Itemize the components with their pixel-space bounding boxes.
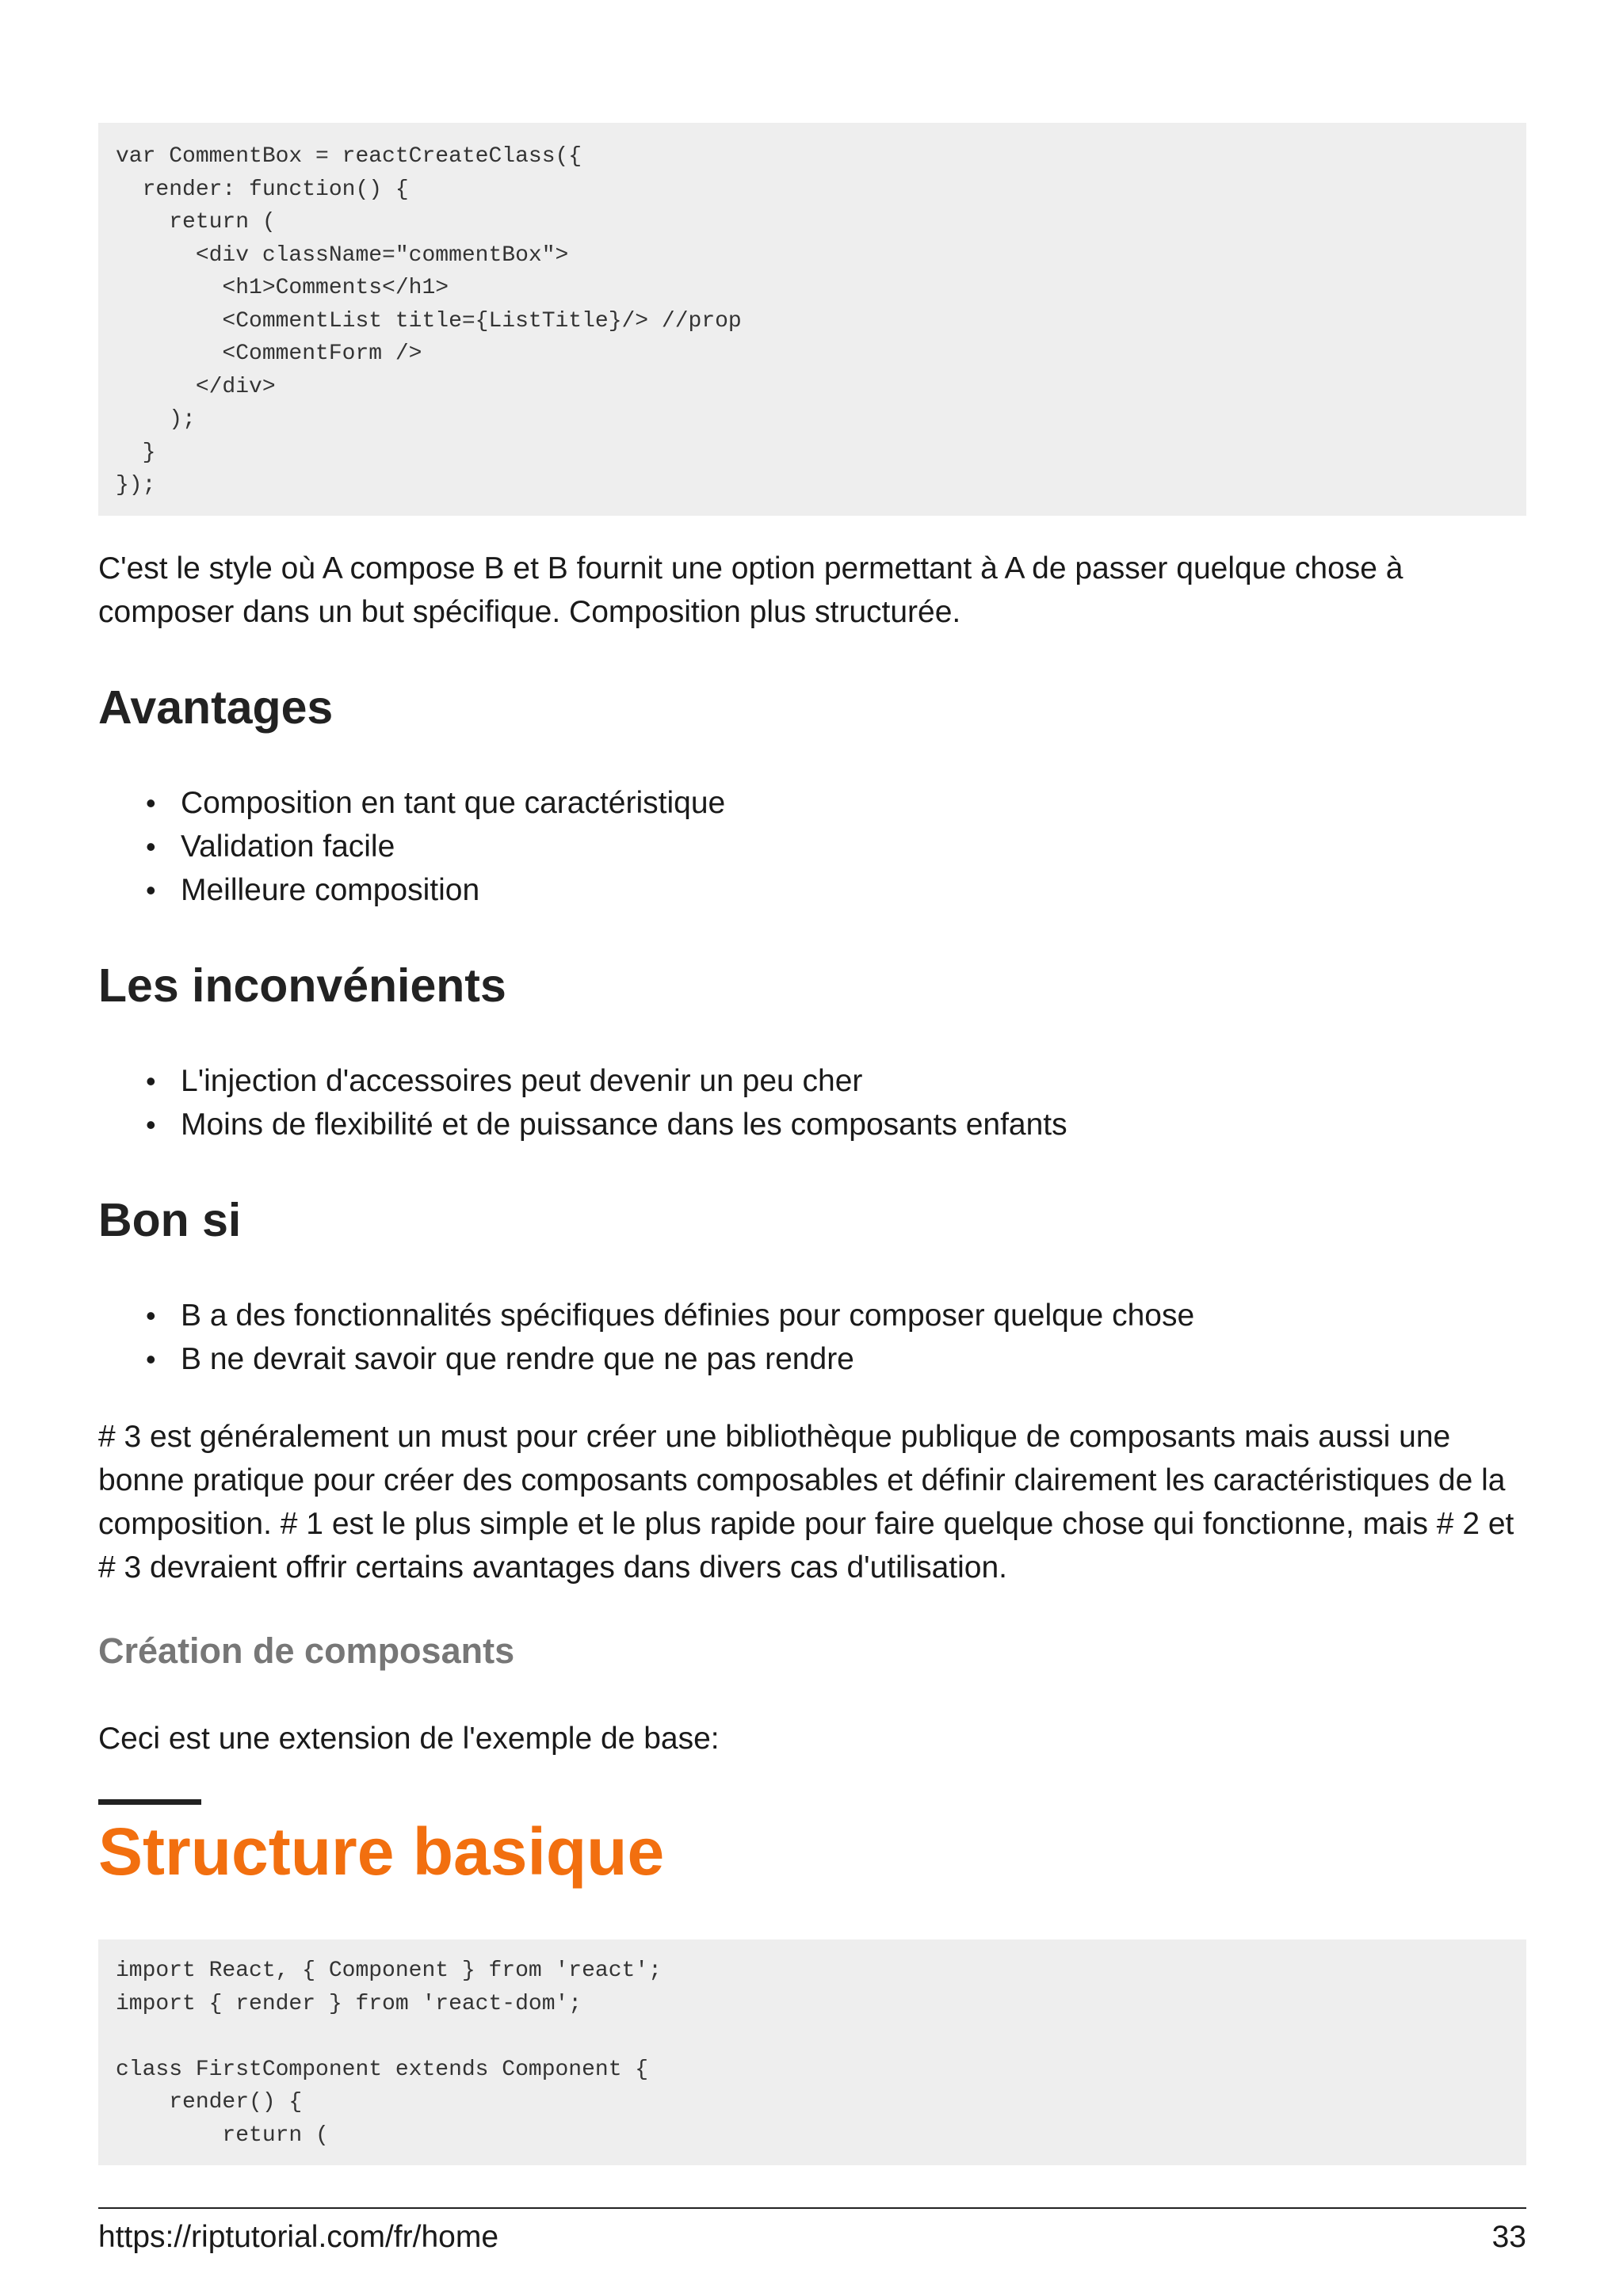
title-rule: [98, 1799, 201, 1805]
list-item: • Meilleure composition: [98, 868, 725, 912]
footer-url-link[interactable]: https://riptutorial.com/fr/home: [98, 2220, 499, 2254]
list-item: • L'injection d'accessoires peut devenir un peu cher: [98, 1059, 1067, 1103]
footer-divider: [98, 2207, 1526, 2209]
code-line: render() {: [116, 2090, 303, 2115]
code-line: import { render } from 'react-dom';: [116, 1991, 582, 2016]
code-line: <div className="commentBox">: [116, 242, 569, 268]
page-number: 33: [1491, 2220, 1526, 2254]
list-item: • Validation facile: [98, 825, 725, 868]
code-line: );: [116, 407, 196, 432]
code-line: var CommentBox = reactCreateClass({: [116, 144, 582, 169]
section-heading-inconvenients: Les inconvénients: [98, 959, 506, 1012]
subsection-text: Ceci est une extension de l'exemple de base:: [98, 1722, 720, 1756]
section-heading-avantages: Avantages: [98, 681, 334, 734]
code-line: </div>: [116, 374, 276, 399]
code-line: class FirstComponent extends Component {: [116, 2057, 649, 2082]
document-page: [98, 0, 1526, 2296]
code-line: return (: [116, 210, 276, 235]
bullet-list-bon-si: [98, 1294, 1194, 1381]
code-line: });: [116, 473, 156, 498]
code-line: render: function() {: [116, 177, 409, 202]
code-block-first-component: [98, 1939, 1526, 2165]
code-line: return (: [116, 2122, 329, 2148]
code-line: import React, { Component } from 'react';: [116, 1958, 662, 1983]
list-item: • B a des fonctionnalités spécifiques définies pour composer quelque chose: [98, 1294, 1194, 1337]
subsection-heading: Création de composants: [98, 1630, 515, 1671]
code-block-comment-box: [98, 123, 1526, 516]
section-heading-bon-si: Bon si: [98, 1194, 242, 1246]
code-line: <h1>Comments</h1>: [116, 276, 449, 300]
chapter-title: Structure basique: [98, 1814, 665, 1889]
list-item: • Composition en tant que caractéristique: [98, 781, 725, 825]
intro-paragraph: C'est le style où A compose B et B fournit une option permettant à A de passer quelque chose à composer dans un but spécifique. Composition plus structurée.: [98, 551, 1403, 629]
bullet-list-inconvenients: [98, 1059, 1067, 1146]
bullet-list-avantages: [98, 781, 725, 912]
summary-paragraph: # 3 est généralement un must pour créer une bibliothèque publique de composants mais aussi une bonne pratique pour créer des composants composables et définir clairement les caractéristiques de la composition. # 1 est le plus simple et le plus rapide pour faire quelque chose qui fonctionne, mais # 2 et # 3 devraient offrir certains avantages dans divers cas d'utilisation.: [98, 1420, 1514, 1585]
list-item: • B ne devrait savoir que rendre que ne pas rendre: [98, 1337, 1194, 1381]
code-line: <CommentForm />: [116, 341, 422, 366]
code-line: [116, 2020, 662, 2054]
list-item: • Moins de flexibilité et de puissance dans les composants enfants: [98, 1103, 1067, 1146]
code-line: <CommentList title={ListTitle}/> //prop: [116, 308, 742, 334]
code-line: }: [116, 440, 156, 465]
